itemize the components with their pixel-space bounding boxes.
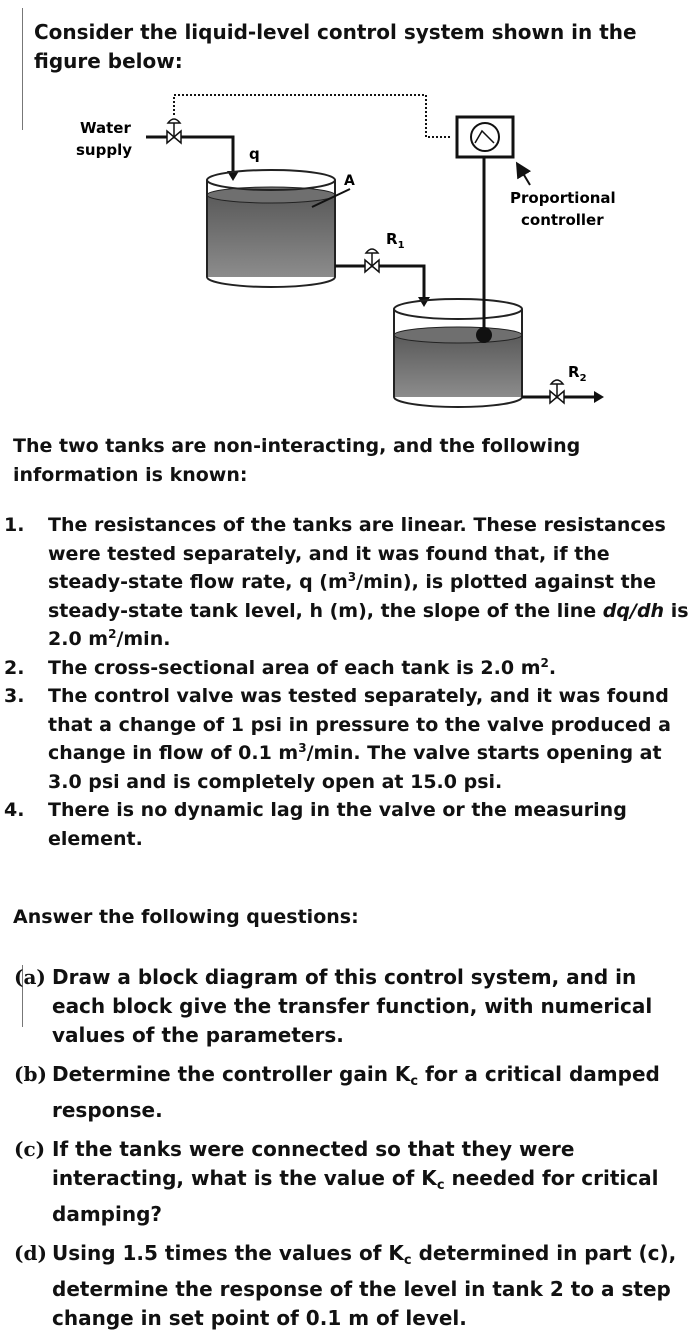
liquid-level-figure (0, 85, 698, 420)
signal-line (174, 95, 452, 137)
tank2-outlet-arrow (594, 391, 604, 403)
item-number: 2. (4, 656, 25, 679)
list-item: 2. The cross-sectional area of each tank is 2.0 $m^2$. (0, 654, 690, 683)
item-number: 3. (4, 685, 25, 707)
question-c: (c) If the tanks were connected so that they were interacting, what is the value of $K_c$ needed for critical damping? (14, 1137, 659, 1226)
controller-label-2: controller (521, 211, 604, 229)
r2-label: $R_2$ (568, 363, 587, 384)
valve-r2-icon (550, 380, 564, 403)
info-text: The two tanks are non-interacting, and the following information is known: (13, 435, 581, 486)
questions-heading: Answer the following questions: (13, 906, 359, 928)
question-label: (b) (14, 1062, 47, 1086)
controller-label-1: Proportional (510, 189, 616, 207)
list-item: 1. The resistances of the tanks are linear. These resistances were tested separately, and it was found that, if the steady-state flow rate, q $(m^3/\min)$, is plotted against the steady-state tank level, h (m), the slope of the line dq/dh is 2.0 $m^2/\min$. (0, 511, 690, 654)
tank-1 (207, 170, 335, 287)
question-b: (b) Determine the controller gain $K_c$ for a critical damped response. (14, 1062, 660, 1122)
control-valve-icon (167, 119, 181, 143)
question-d: (d) Using 1.5 times the values of $K_c$ determined in part (c), determine the response of the level in tank 2 to a step change in set point of 0.1 m of level. (14, 1241, 677, 1330)
area-a-label: A (344, 173, 355, 189)
question-label: (d) (14, 1241, 47, 1265)
water-supply-label-1: Water (80, 119, 131, 137)
intro-text: Consider the liquid-level control system shown in the figure below: (34, 20, 637, 73)
tank-2 (394, 299, 522, 407)
question-a: (a) Draw a block diagram of this control system, and in each block give the transfer function, with numerical values of the parameters. (14, 965, 653, 1047)
controller-gauge-icon (457, 117, 513, 157)
questions-list (14, 963, 694, 1343)
valve-r1-icon (365, 249, 379, 272)
list-item: 4. There is no dynamic lag in the valve or the measuring element. (0, 796, 690, 853)
flow-q-label: q (249, 145, 260, 163)
item-number: 4. (4, 799, 25, 821)
supply-pipe (146, 137, 233, 173)
list-item: 3. The control valve was tested separately, and it was found that a change of 1 psi in pressure to the valve produced a change in flow of 0.1 $m^3/\min$. The valve starts opening at 3.0 psi and is completely open at 15.0 psi. (0, 682, 690, 796)
water-supply-label-2: supply (76, 141, 133, 159)
question-label: (c) (14, 1137, 46, 1161)
question-label: (a) (14, 965, 46, 989)
tank1-outlet-arrow (418, 297, 430, 307)
item-number: 1. (4, 514, 25, 536)
known-info-list (0, 511, 690, 853)
controller-pointer (518, 165, 530, 185)
level-sensor-bulb (476, 327, 492, 343)
r1-label: $R_1$ (386, 230, 405, 251)
